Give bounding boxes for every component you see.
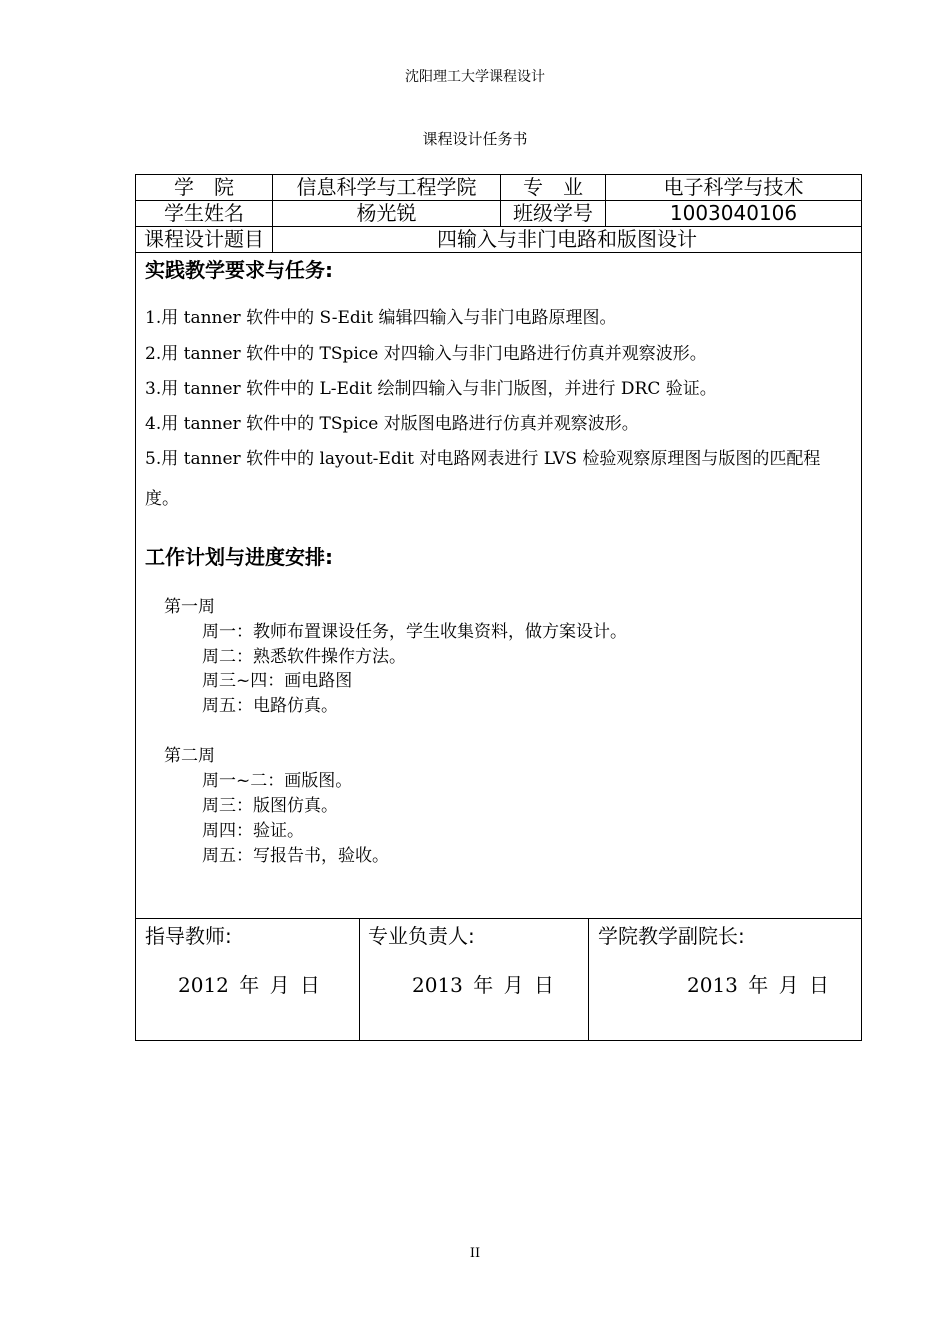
row-divider <box>135 252 862 253</box>
class-id-label: 班级学号 <box>513 201 593 225</box>
class-id-value: 1003040106 <box>669 201 798 225</box>
requirement-item: 度。 <box>145 489 179 509</box>
student-name-value: 杨光锐 <box>356 201 417 225</box>
column-divider <box>359 918 360 1041</box>
schedule-item: 周一~二：画版图。 <box>202 771 353 791</box>
dean-label: 学院教学副院长: <box>598 924 745 948</box>
document-title: 课程设计任务书 <box>422 130 528 148</box>
dean-date: 2013 年 月 日 <box>687 973 829 997</box>
column-divider <box>588 918 589 1041</box>
schedule-item: 周二：熟悉软件操作方法。 <box>202 647 406 667</box>
topic-value: 四输入与非门电路和版图设计 <box>437 227 697 251</box>
major-head-label: 专业负责人: <box>368 924 475 948</box>
major-head-date: 2013 年 月 日 <box>412 973 554 997</box>
college-value: 信息科学与工程学院 <box>296 175 477 199</box>
schedule-item: 周三：版图仿真。 <box>202 796 338 816</box>
advisor-date: 2012 年 月 日 <box>178 973 320 997</box>
requirement-item: 1.用 tanner 软件中的 S-Edit 编辑四输入与非门电路原理图。 <box>145 308 617 328</box>
requirement-item: 5.用 tanner 软件中的 layout-Edit 对电路网表进行 LVS 检验观察原理图与版图的匹配程 <box>145 449 821 469</box>
requirements-heading: 实践教学要求与任务: <box>145 258 333 282</box>
topic-label: 课程设计题目 <box>144 227 264 251</box>
page-number: II <box>469 1246 481 1261</box>
requirement-item: 2.用 tanner 软件中的 TSpice 对四输入与非门电路进行仿真并观察波形。 <box>145 344 707 364</box>
major-label: 专 业 <box>523 175 583 199</box>
schedule-item: 周五：写报告书，验收。 <box>202 846 389 866</box>
student-name-label: 学生姓名 <box>164 201 244 225</box>
college-label: 学 院 <box>174 175 234 199</box>
schedule-item: 周三~四：画电路图 <box>202 671 353 691</box>
plan-heading: 工作计划与进度安排: <box>145 545 333 569</box>
week-label: 第一周 <box>164 597 215 617</box>
requirement-item: 3.用 tanner 软件中的 L-Edit 绘制四输入与非门版图，并进行 DRC 验证。 <box>145 379 717 399</box>
major-value: 电子科学与技术 <box>663 175 804 199</box>
requirement-item: 4.用 tanner 软件中的 TSpice 对版图电路进行仿真并观察波形。 <box>145 414 639 434</box>
advisor-label: 指导教师: <box>145 924 232 948</box>
row-divider <box>135 918 862 919</box>
schedule-item: 周五：电路仿真。 <box>202 696 338 716</box>
page-header: 沈阳理工大学课程设计 <box>405 69 545 85</box>
schedule-item: 周四：验证。 <box>202 821 304 841</box>
week-label: 第二周 <box>164 746 215 766</box>
schedule-item: 周一：教师布置课设任务，学生收集资料，做方案设计。 <box>202 622 627 642</box>
